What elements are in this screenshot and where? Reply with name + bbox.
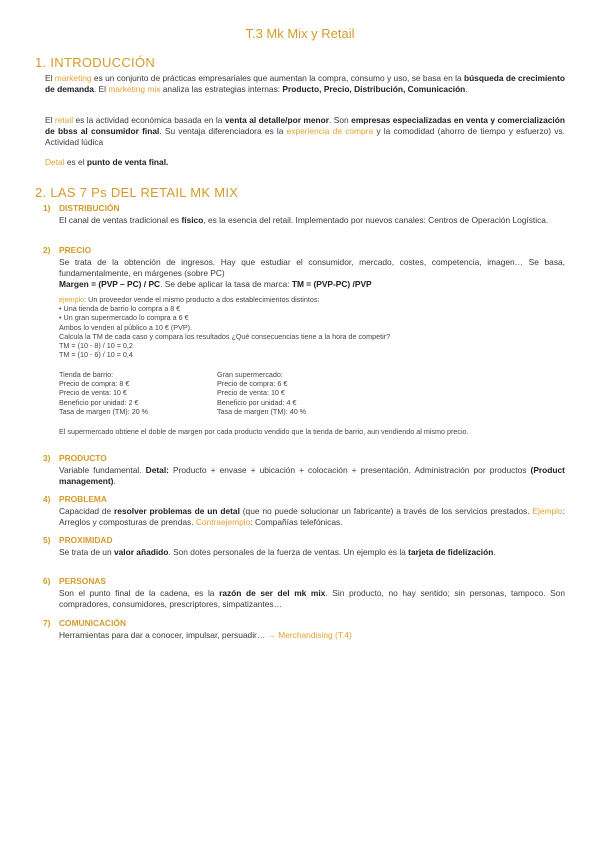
intro-paragraph-marketing: El marketing es un conjunto de prácticas empresariales que aumentan la compra, consumo y uso, se basa en la búsqueda de crecimiento de demanda. El marketing mix analiza las estrategias internas: Producto, Precio, Distribución, Comunicación. [45, 73, 565, 94]
section-heading-7ps: 2. LAS 7 Ps DEL RETAIL MK MIX [35, 185, 239, 200]
subheading-comunicacion: 7) COMUNICACIÓN [43, 618, 126, 628]
subheading-problema: 4) PROBLEMA [43, 494, 107, 504]
subheading-precio: 2) PRECIO [43, 245, 92, 255]
precio-text: Se trata de la obtención de ingresos. Hay que estudiar el consumidor, mercado, costes, competencia, imagen… Se basa, fundamentalmente, en márgenes (sobre PC) [59, 257, 565, 278]
producto-text: Variable fundamental. Detal: Producto + envase + ubicación + colocación + presentación. Administración por productos (Product management). [59, 465, 565, 486]
document-title: T.3 Mk Mix y Retail [245, 26, 355, 41]
precio-formula: Margen = (PVP – PC) / PC. Se debe aplicar la tasa de marca: TM = (PVP-PC) /PVP [59, 279, 372, 289]
subheading-personas: 6) PERSONAS [43, 576, 107, 586]
subheading-proximidad: 5) PROXIMIDAD [43, 535, 113, 545]
example-gran-supermercado: Gran supermercado: Precio de compra: 6 € Precio de venta: 10 € Beneficio por unidad: 4 € Tasa de margen (TM): 40 % [217, 370, 307, 416]
intro-paragraph-detal: Detal es el punto de venta final. [45, 157, 169, 167]
section-heading-introduccion: 1. INTRODUCCIÓN [35, 55, 156, 70]
personas-text: Son el punto final de la cadena, es la razón de ser del mk mix. Sin producto, no hay sentido; sin personas, tampoco. Son compradores, consumidores, prescriptores, simpatizantes… [59, 588, 565, 609]
merchandising-link: → Merchandising (T.4) [267, 630, 352, 640]
distribucion-text: El canal de ventas tradicional es físico, es la esencia del retail. Implementado por nuevos canales: Centros de Operación Logística. [59, 215, 549, 225]
precio-example: ejemplo: Un proveedor vende el mismo producto a dos establecimientos distintos: • Una tienda de barrio lo compra a 8 € • Un gran supermercado lo compra a 6 € Ambos lo venden al público a 10 € (PVP). Calcula la TM de cada caso y compara los resultados ¿Qué consecuencias tiene a la hora de competir? TM = (10 - 8) / 10 = 0,2 TM = (10 - 6) / 10 = 0,4 [59, 295, 391, 360]
problema-text: Capacidad de resolver problemas de un detal (que no puede solucionar un fabricante) a través de los servicios prestados. Ejemplo: Arreglos y composturas de prendas. Contraejemplo: Compañías telefónicas. [59, 506, 566, 527]
precio-conclusion: El supermercado obtiene el doble de margen por cada producto vendido que la tienda de barrio, aun vendiendo al mismo precio. [59, 427, 469, 436]
intro-paragraph-retail: El retail es la actividad económica basada en la venta al detalle/por menor. Son empresas especializadas en venta y comercialización de bbss al consumidor final. Su ventaja diferenciadora es la experiencia de compra y la comodidad (ahorro de tiempo y esfuerzo) vs. Actividad lúdica [45, 115, 565, 147]
comunicacion-text: Herramientas para dar a conocer, impulsar, persuadir… → Merchandising (T.4) [59, 630, 352, 640]
proximidad-text: Se trata de un valor añadido. Son dotes personales de la fuerza de ventas. Un ejemplo es la tarjeta de fidelización. [59, 547, 496, 557]
example-tienda-barrio: Tienda de barrio: Precio de compra: 8 € Precio de venta: 10 € Beneficio por unidad: 2 € Tasa de margen (TM): 20 % [59, 370, 149, 416]
subheading-producto: 3) PRODUCTO [43, 453, 107, 463]
subheading-distribucion: 1) DISTRIBUCIÓN [43, 203, 120, 213]
